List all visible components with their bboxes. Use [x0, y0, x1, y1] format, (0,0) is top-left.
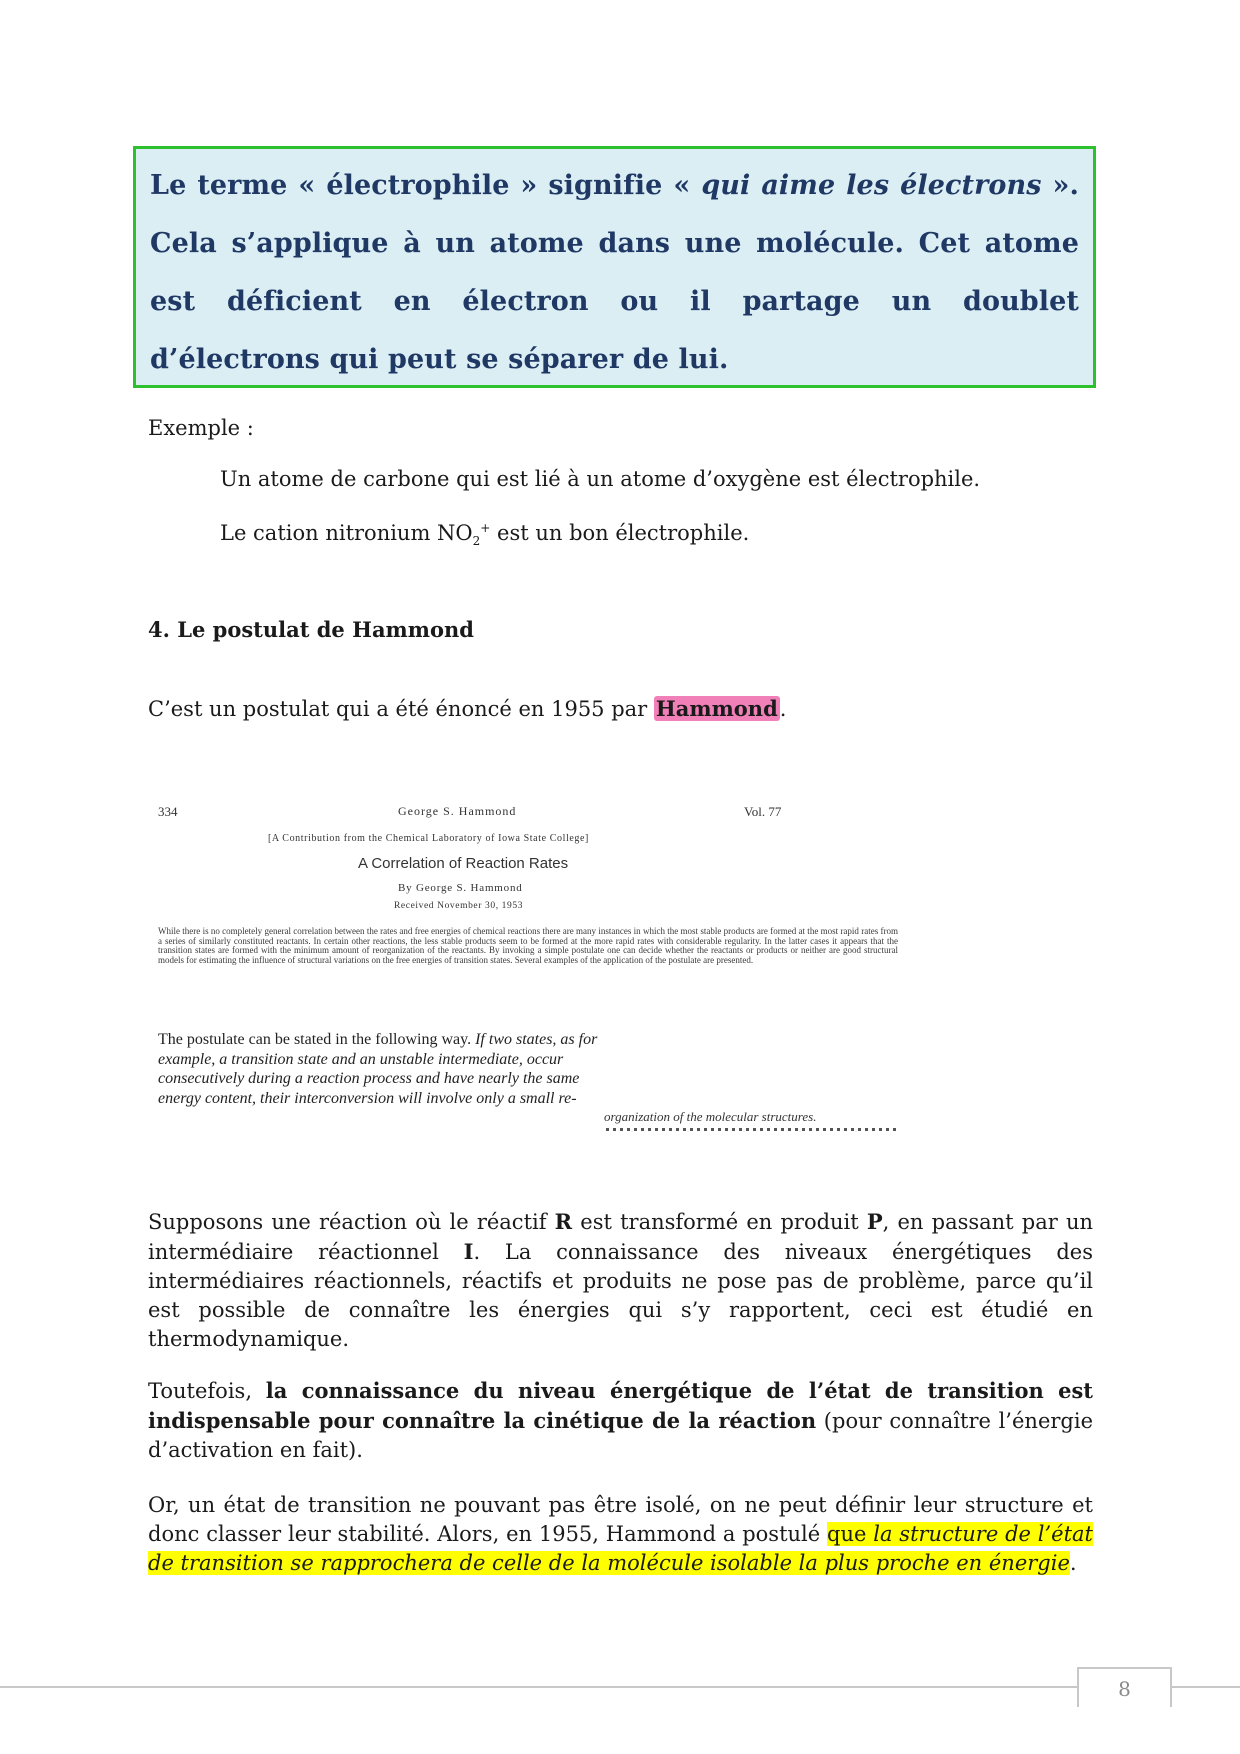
- para2-text-c: (pour connaître l’énergie d’activation en fait).: [148, 1409, 1093, 1462]
- scan-abstract: While there is no completely general correlation between the rates and free energies of chemical reactions there are many instances in which the most stable products are formed at the most rapid rates from a series of similarly constituted reactants. In certain other reactions, the less stable products seem to be formed at the more rapid rates with considerable regularity. In the latter cases it appears that the transition states are formed with the minimum amount of reorganization of the reactants. By invoking a simple postulate one can decide whether the reactants or products or neither are good structural models for estimating the influence of structural variations on the free energies of transition states. Several examples of the application of the postulate are presented.: [158, 926, 898, 965]
- para1-text-g: . La connaissance des niveaux énergétiques des intermédiaires réactionnels, réactifs et produits ne pose pas de problème, parce qu’il est possible de connaître les énergies qui s’y rapportent, ceci est étudié en thermodynamique.: [148, 1240, 1093, 1351]
- reactant-R: R: [554, 1209, 573, 1234]
- page-number: 8: [1077, 1667, 1172, 1707]
- footer-rule-right: [1172, 1686, 1240, 1688]
- intro-period: .: [779, 697, 787, 721]
- scan-received: Received November 30, 1953: [394, 901, 524, 911]
- example-item-1: Un atome de carbone qui est lié à un atome d’oxygène est électrophile.: [220, 467, 981, 491]
- para3-text-a: Or, un état de transition ne pouvant pas être isolé, on ne peut définir leur structure et donc classer leur stabilité. Alors, en 1955, Hammond a postulé: [148, 1493, 1093, 1546]
- example-item-2-post: est un bon électrophile.: [490, 521, 750, 545]
- para2-text-a: Toutefois,: [148, 1379, 266, 1403]
- hammond-highlight: Hammond: [655, 696, 778, 721]
- paragraph-kinetics: [148, 1376, 1093, 1465]
- scan-running-head: George S. Hammond: [398, 804, 517, 818]
- scan-contribution: [A Contribution from the Chemical Laboratory of Iowa State College]: [268, 833, 589, 844]
- scan-postulate-statement: If two states, as for example, a transition state and an unstable intermediate, occur consecutively during a reaction process and have nearly the same energy content, their interconversion will involve only a small re-: [158, 1031, 598, 1107]
- superscript-plus: +: [480, 521, 491, 535]
- scan-volume: Vol. 77: [744, 804, 782, 819]
- definition-box: [133, 146, 1096, 388]
- definition-text-end: ». Cela s’applique à un atome dans une molécule. Cet atome est déficient en électron ou il partage un doublet d’électrons qui peut se séparer de lui.: [150, 170, 1079, 375]
- article-scan-image: [148, 798, 900, 1133]
- scan-postulate-text: [158, 1030, 598, 1108]
- para1-text-e: , en passant par un intermédiaire réactionnel: [148, 1210, 1093, 1264]
- example-item-2: [220, 514, 749, 556]
- paragraph-reaction: [148, 1207, 1093, 1354]
- subscript-2: 2: [472, 534, 481, 549]
- scan-postulate-intro: The postulate can be stated in the following way.: [158, 1031, 472, 1048]
- section-title: 4. Le postulat de Hammond: [148, 617, 474, 642]
- definition-italic: qui aime les électrons: [701, 170, 1042, 201]
- scan-continuation: organization of the molecular structures.: [604, 1109, 817, 1124]
- example-label: Exemple :: [148, 416, 254, 440]
- scan-article-title: A Correlation of Reaction Rates: [358, 855, 569, 872]
- postulate-highlight-italic: la structure de l’état de transition se rapprochera de celle de la molécule isolable la plus proche en énergie: [148, 1522, 1093, 1575]
- para1-text-a: Supposons une réaction où le réactif: [148, 1210, 555, 1234]
- example-item-2-pre: Le cation nitronium NO: [220, 521, 473, 545]
- postulate-highlight-plain: que: [827, 1522, 874, 1546]
- intro-text: C’est un postulat qui a été énoncé en 1955 par: [148, 697, 654, 721]
- scan-page-number: 334: [158, 804, 178, 819]
- product-P: P: [866, 1209, 883, 1234]
- intro-line: [148, 694, 786, 724]
- scan-cut-line: [606, 1128, 896, 1131]
- para3-end: .: [1069, 1551, 1077, 1575]
- para1-text-c: est transformé en produit: [572, 1210, 867, 1234]
- footer-rule-left: [0, 1686, 1077, 1688]
- scan-byline: By George S. Hammond: [398, 882, 523, 894]
- paragraph-postulate: [148, 1491, 1093, 1578]
- definition-text-start: Le terme « électrophile » signifie «: [150, 170, 702, 201]
- intermediate-I: I: [463, 1239, 474, 1264]
- para2-bold: la connaissance du niveau énergétique de l’état de transition est indispensable pour connaître la cinétique de la réaction: [148, 1378, 1093, 1433]
